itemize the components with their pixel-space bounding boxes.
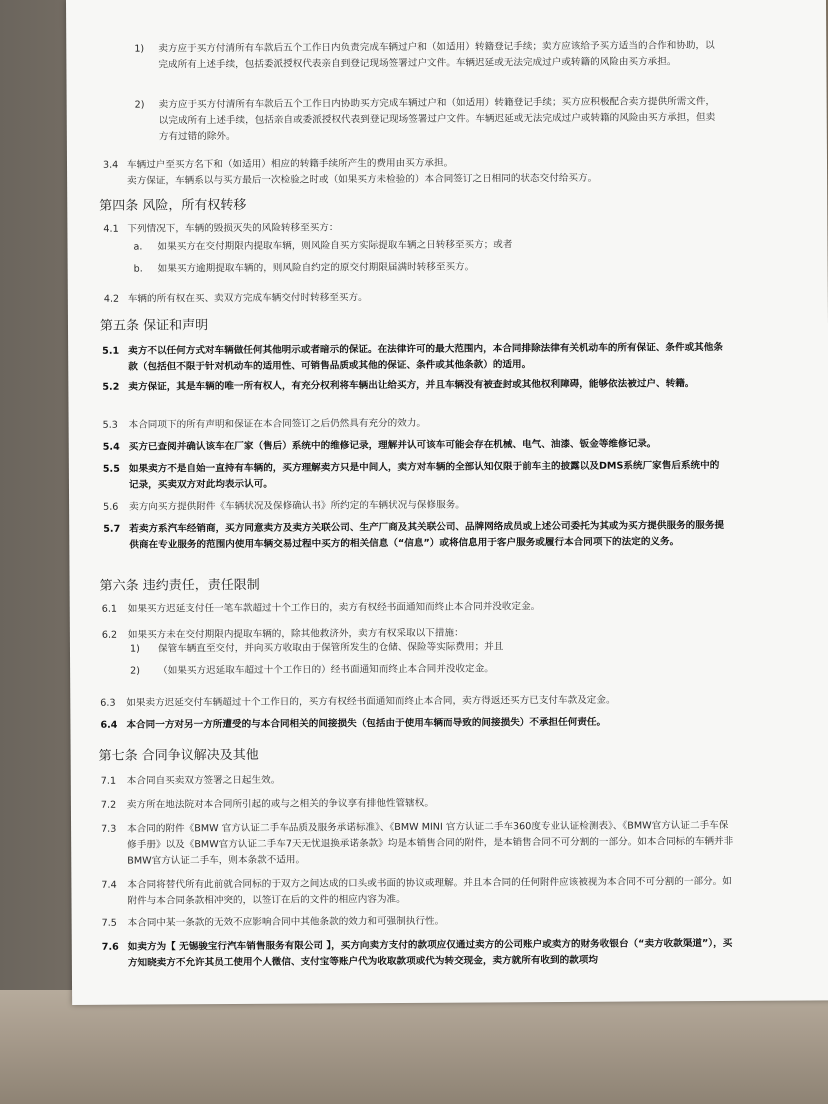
clause-number: 6.3 (100, 697, 116, 709)
clause-text: 如卖方为【 无锡骏宝行汽车销售服务有限公司 】，买方向卖方支付的款项应仅通过卖方的公司账户或卖方的财务收银台（“卖方收款渠道”），买方知晓卖方不允许其员工使用个人微信、支付宝等账户代为收取款项或代为转交现金，卖方就所有收到的款项均 (127, 937, 733, 969)
clause-text: 本合同一方对另一方所遭受的与本合同相关的间接损失（包括由于使用车辆而导致的间接损失）不承担任何责任。 (126, 716, 607, 731)
clause-text: 车辆的所有权在买、卖双方完成车辆交付时转移至买方。 (127, 292, 368, 305)
clause-text: 本合同自买卖双方签署之日起生效。 (126, 774, 281, 787)
clause-number: 4.2 (103, 293, 120, 305)
clause-text: 若卖方系汽车经销商，买方同意卖方及卖方关联公司、生产厂商及其关联公司、品牌网络成员或上述公司委托为其或为买方提供服务的服务提供商在专业服务的范围内使用车辆交易过程中买方的相关信息（“信息”）或将信息用于客户服务或履行本合同项下的法定的义务。 (129, 519, 725, 551)
clause-text: 买方已查阅并确认该车在厂家（售后）系统中的维修记录，理解并认可该车可能会存在机械、电气、油漆、钣金等维修记录。 (128, 438, 657, 453)
clause-text: 卖方不以任何方式对车辆做任何其他明示或者暗示的保证。在法律许可的最大范围内，本合同排除法律有关机动车的所有保证、条件或其他条款（包括但不限于针对机动车的适用性、可销售品质或其他的保证、条件或其他条款）的适用。 (128, 341, 723, 373)
item-letter: b. (133, 263, 143, 275)
clause-number: 7.3 (101, 823, 117, 835)
clause-text: 如果买方未在交付期限内提取车辆的，除其他救济外，卖方有权采取以下措施： (127, 627, 464, 641)
clause-number: 5.1 (102, 345, 120, 357)
section-heading: 第六条 违约责任，责任限制 (99, 577, 260, 594)
clause-number: 7.1 (100, 775, 117, 787)
item-number: 1) (134, 43, 145, 55)
clause-text: 如果卖方迟延交付车辆超过十个工作日的，买方有权经书面通知而终止本合同，卖方得返还买方已支付车款及定金。 (126, 694, 616, 709)
contract-page (66, 0, 828, 1005)
clause-text: （如果买方迟延取车超过十个工作日的）经书面通知而终止本合同并没收定金。 (158, 663, 494, 677)
clause-number: 3.4 (102, 159, 119, 171)
item-number: 2) (130, 665, 140, 677)
clause-text: 卖方应于买方付清所有车款后五个工作日内负责完成车辆过户和（如适用）转籍登记手续；卖方应该给予买方适当的合作和协助，以完成所有上述手续，包括委派授权代表亲自到登记现场签署过户文件。车辆迟延或无法完成过户或转籍的风险由买方承担。 (158, 40, 715, 71)
clause-number: 5.5 (102, 463, 120, 475)
clause-text: 本合同中某一条款的无效不应影响合同中其他条款的效力和可强制执行性。 (127, 915, 445, 929)
clause-text: 如果买方逾期提取车辆的，则风险自约定的原交付期限届满时转移至买方。 (157, 261, 475, 275)
clause-text: 下列情况下，车辆的毁损灭失的风险转移至买方： (127, 222, 339, 235)
clause-number: 7.5 (101, 917, 117, 929)
clause-text: 车辆过户至买方名下和（如适用）相应的转籍手续所产生的费用由买方承担。 卖方保证，车辆系以与买方最后一次检验之时或（如果买方未检验的）本合同签订之日相同的状态交付给买方。 (126, 157, 598, 187)
clause-number: 4.1 (103, 223, 119, 235)
clause-text: 本合同将替代所有此前就合同标的于双方之间达成的口头或书面的协议或理解。并且本合同的任何附件应该被视为本合同不可分割的一部分。如附件与本合同条款相冲突的，以签订在后的文件的相应内容为准。 (127, 875, 732, 907)
clause-text: 保管车辆直至交付，并向买方收取由于保管所发生的仓储、保险等实际费用；并且 (157, 641, 504, 655)
section-heading: 第七条 合同争议解决及其他 (98, 747, 259, 764)
clause-number: 5.7 (103, 523, 121, 535)
clause-text: 如果买方在交付期限内提取车辆，则风险自买方实际提取车辆之日转移至买方；或者 (157, 239, 513, 253)
clause-number: 6.2 (101, 629, 118, 641)
clause-text: 卖方向买方提供附件《车辆状况及保修确认书》所约定的车辆状况与保修服务。 (129, 499, 465, 513)
clause-text: 本合同的附件《BMW 官方认证二手车品质及服务承诺标准》、《BMW MINI 官方认证二手车360度专业认证检测表》、《BMW官方认证二手车保修手册》以及《BMW官方认证二手车7天无忧退换承诺条款》均是本销售合同的附件，是本销售合同不可分割的一部分。如本合同标的车辆并非BMW官方认证二手车，则本条款不适用。 (127, 819, 734, 867)
item-letter: a. (133, 241, 143, 253)
clause-number: 7.2 (100, 799, 117, 811)
clause-text: 卖方保证，其是车辆的唯一所有权人，有充分权利将车辆出让给买方，并且车辆没有被查封或其他权利障碍，能够依法被过户、转籍。 (128, 378, 695, 393)
clause-number: 7.6 (101, 941, 119, 953)
clause-number: 5.6 (103, 501, 119, 513)
clause-number: 7.4 (101, 879, 117, 891)
clause-text: 卖方所在地法院对本合同所引起的或与之相关的争议享有排他性管辖权。 (126, 797, 434, 811)
clause-number: 5.3 (102, 419, 118, 431)
clause-number: 6.1 (101, 603, 118, 615)
clause-number: 5.4 (102, 441, 120, 453)
clause-text: 卖方应于买方付清所有车款后五个工作日内协助买方完成车辆过户和（如适用）转籍登记手续；买方应积极配合卖方提供所需文件，以完成所有上述手续，包括亲自或委派授权代表到登记现场签署过户文件。车辆迟延或无法完成过户或转籍的风险由买方承担，但卖方有过错的除外。 (158, 96, 716, 143)
section-heading: 第五条 保证和声明 (99, 318, 209, 334)
clause-number: 6.4 (100, 719, 118, 731)
section-heading: 第四条 风险，所有权转移 (99, 197, 247, 214)
desk-surface (0, 990, 828, 1104)
item-number: 1) (129, 643, 140, 655)
clause-text: 如果买方迟延支付任一笔车款超过十个工作日的，卖方有权经书面通知而终止本合同并没收定金。 (127, 601, 541, 615)
clause-text: 本合同项下的所有声明和保证在本合同签订之后仍然具有充分的效力。 (128, 417, 427, 431)
clause-number: 5.2 (102, 381, 120, 393)
item-number: 2) (134, 99, 145, 111)
clause-text: 如果卖方不是自始一直持有车辆的，买方理解卖方只是中间人，卖方对车辆的全部认知仅限于前车主的披露以及DMS系统厂家售后系统中的记录，买卖双方对此均表示认可。 (128, 460, 720, 491)
